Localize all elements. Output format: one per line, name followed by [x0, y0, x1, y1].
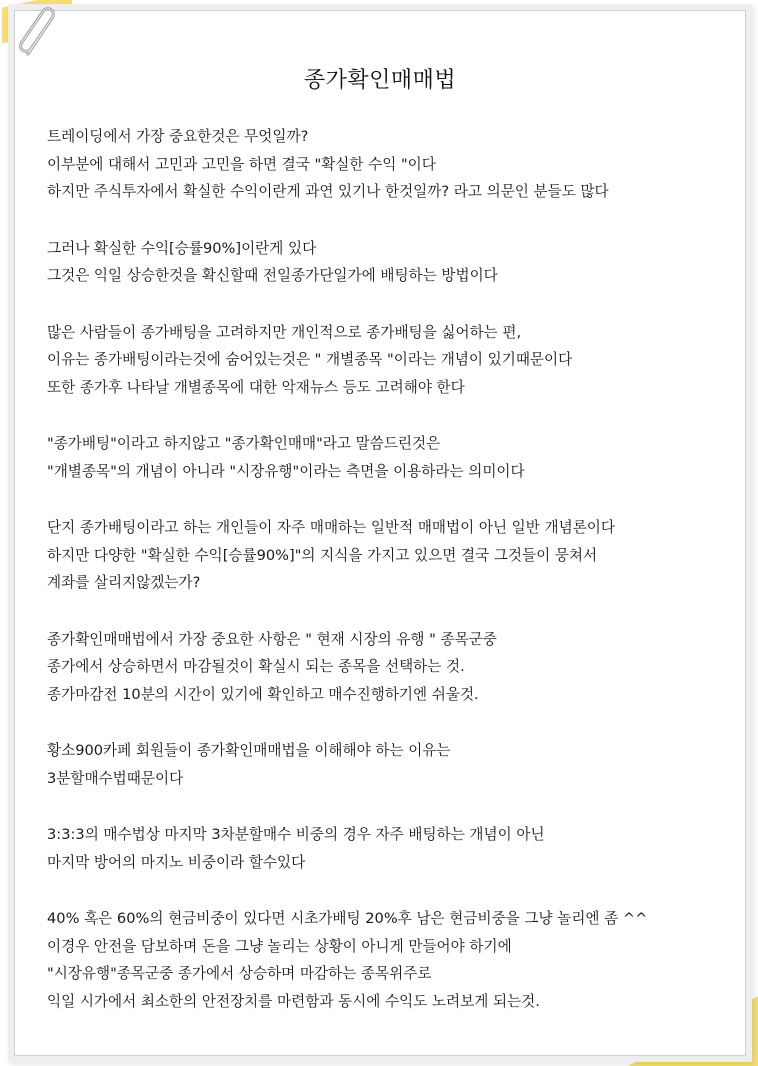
text-line: "시장유행"종목군중 종가에서 상승하며 마감하는 종목위주로: [47, 965, 432, 982]
paragraph-4: [47, 430, 737, 485]
text-line: 3:3:3의 매수법상 마지막 3차분할매수 비중의 경우 자주 배팅하는 개념이 아닌: [47, 826, 545, 843]
text-line: 이부분에 대해서 고민과 고민을 하면 결국 "확실한 수익 "이다: [47, 155, 436, 173]
paragraph-7: [47, 737, 737, 792]
text-line: 그러나 확실한 수익[승률90%]이란게 있다: [47, 239, 317, 257]
text-line: 이유는 종가배팅이라는것에 숨어있는것은 " 개별종목 "이라는 개념이 있기때문이다: [47, 351, 573, 368]
text-line: 3분할매수법때문이다: [47, 769, 184, 787]
text-line: 40% 혹은 60%의 현금비중이 있다면 시초가배팅 20%후 남은 현금비중을 그냥 놀리엔 좀 ^^: [47, 910, 648, 927]
paragraph-6: [47, 626, 737, 709]
text-line: 마지막 방어의 마지노 비중이라 할수있다: [47, 853, 306, 871]
paper-sheet: [14, 10, 746, 1056]
text-line: 트레이딩에서 가장 중요한것은 무엇일까?: [47, 128, 309, 145]
text-line: 이경우 안전을 담보하며 돈을 그냥 놀리는 상황이 아니게 만들어야 하기에: [47, 937, 512, 955]
text-line: 하지만 다양한 "확실한 수익[승률90%]"의 지식을 가지고 있으면 결국 그것들이 뭉쳐서: [47, 546, 598, 564]
text-line: "종가배팅"이라고 하지않고 "종가확인매매"라고 말씀드린것은: [47, 435, 441, 452]
text-line: 하지만 주식투자에서 확실한 수익이란게 과연 있기나 한것일까? 라고 의문인 분들도 많다: [47, 183, 609, 200]
text-line: "개별종목"의 개념이 아니라 "시장유행"이라는 측면을 이용하라는 의미이다: [47, 462, 525, 480]
text-line: 익일 시가에서 최소한의 안전장치를 마련함과 동시에 수익도 노려보게 되는것.: [47, 992, 540, 1010]
text-line: 단지 종가배팅이라고 하는 개인들이 자주 매매하는 일반적 매매법이 아닌 일반 개념론이다: [47, 519, 616, 536]
text-line: 종가확인매매법에서 가장 중요한 사항은 " 현재 시장의 유행 " 종목군중: [47, 630, 497, 648]
paragraph-3: [47, 319, 737, 402]
text-line: 많은 사람들이 종가배팅을 고려하지만 개인적으로 종가배팅을 싫어하는 편,: [47, 323, 522, 341]
text-line: 황소900카페 회원들이 종가확인매매법을 이해해야 하는 이유는: [47, 742, 451, 759]
paragraph-8: [47, 821, 737, 876]
text-line: 종가마감전 10분의 시간이 있기에 확인하고 매수진행하기엔 쉬울것.: [47, 685, 479, 703]
paragraph-5: [47, 514, 737, 597]
page-title: 종가확인매매법: [303, 68, 457, 93]
paragraph-9: [47, 905, 737, 1015]
text-line: 계좌를 살리지않겠는가?: [47, 574, 201, 591]
paragraph-1: [47, 123, 737, 206]
document-body: [47, 123, 737, 1044]
paperclip-icon: [14, 4, 62, 60]
text-line: 그것은 익일 상승한것을 확신할때 전일종가단일가에 배팅하는 방법이다: [47, 267, 498, 284]
text-line: 또한 종가후 나타날 개별종목에 대한 악재뉴스 등도 고려해야 한다: [47, 378, 465, 396]
text-line: 종가에서 상승하면서 마감될것이 확실시 되는 종목을 선택하는 것.: [47, 658, 465, 675]
paragraph-2: [47, 235, 737, 290]
